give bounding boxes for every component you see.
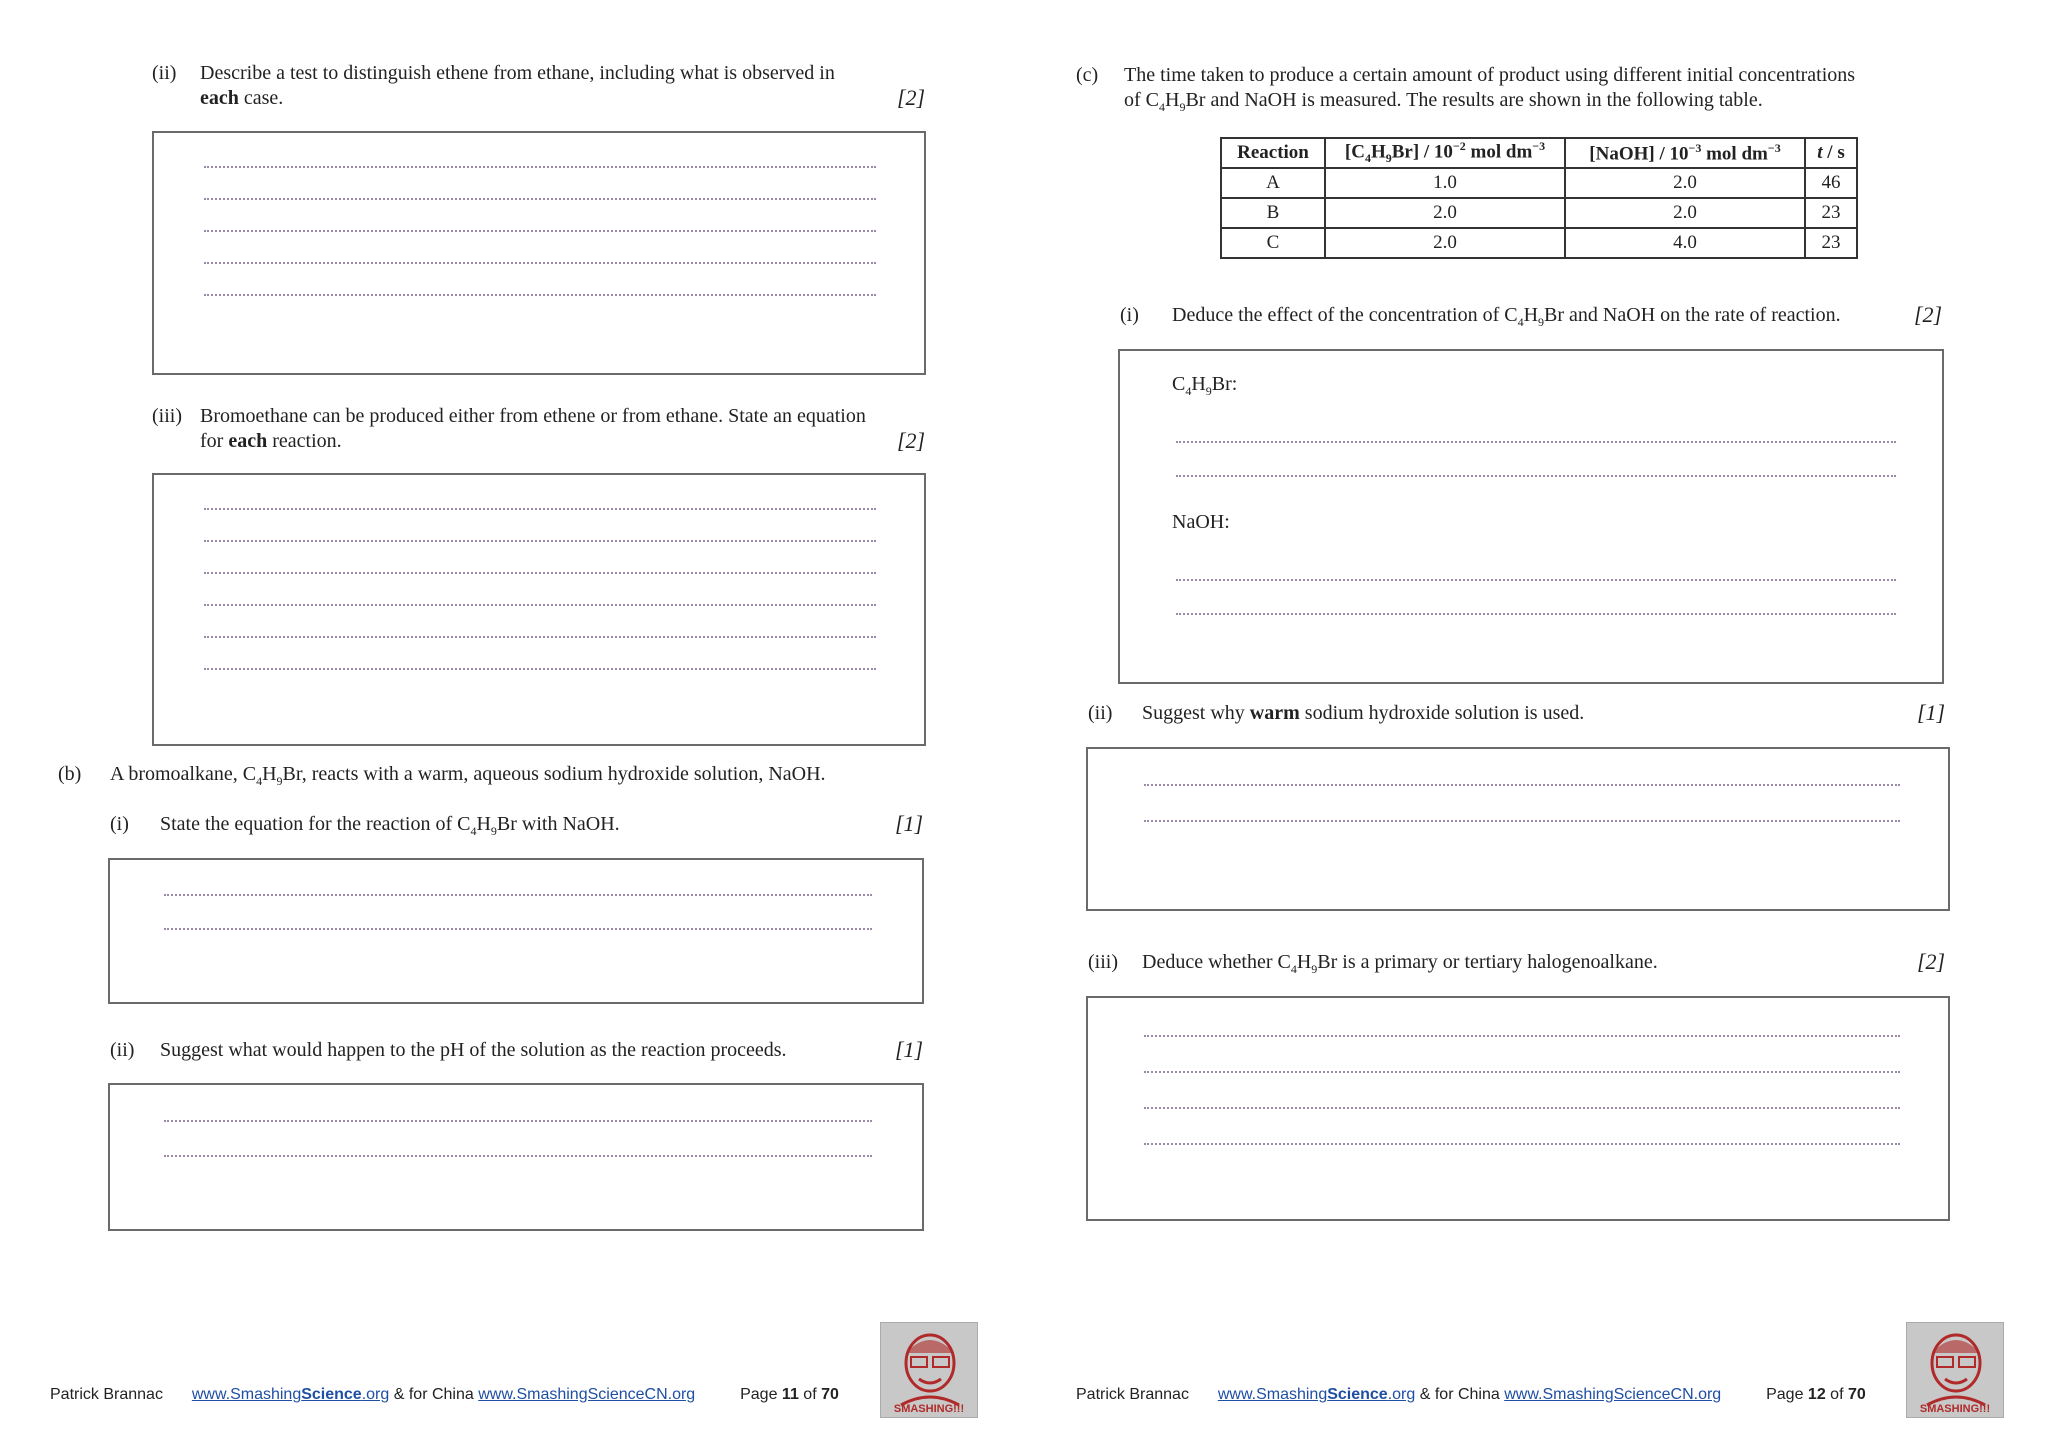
answer-line <box>204 294 876 296</box>
column-header-naoh: [NaOH] / $10^{-3}$ mol $dm^{-3}$ <box>1565 138 1805 168</box>
table-cell: 4.0 <box>1565 228 1805 258</box>
text-post: sodium hydroxide solution is used. <box>1299 702 1585 724</box>
answer-box[interactable] <box>1118 349 1944 684</box>
author-name: Patrick Brannac <box>1076 1386 1189 1403</box>
subscript: 4 <box>470 824 477 838</box>
answer-line <box>1144 820 1900 822</box>
marks: [1] <box>1917 700 1946 725</box>
subscript: 4 <box>256 774 263 788</box>
column-header-time: t / s <box>1805 138 1857 168</box>
table-cell: 23 <box>1805 228 1857 258</box>
table-row <box>1221 168 1857 198</box>
subscript: 9 <box>1205 384 1212 398</box>
answer-line <box>204 668 876 670</box>
question-text-line2 <box>200 85 283 111</box>
table-cell: 2.0 <box>1565 168 1805 198</box>
link-text-bold: Science <box>301 1386 362 1403</box>
bold-word: warm <box>1249 702 1300 724</box>
page-total: 70 <box>821 1386 839 1403</box>
footer-text: & for China <box>389 1386 479 1403</box>
label-text: Br: <box>1211 373 1238 395</box>
answer-line <box>164 1155 872 1157</box>
subscript: 9 <box>1311 962 1318 976</box>
page-of: of <box>798 1386 822 1403</box>
answer-line <box>1176 579 1896 581</box>
answer-line <box>204 230 876 232</box>
text-mid: H <box>1165 89 1180 111</box>
answer-line <box>204 540 876 542</box>
question-number: (ii) <box>152 62 177 84</box>
label-text: C <box>1172 373 1186 395</box>
answer-line <box>204 572 876 574</box>
question-number: (ii) <box>1088 702 1113 724</box>
answer-box[interactable] <box>108 1083 924 1231</box>
answer-line <box>204 262 876 264</box>
text-post: Br is a primary or tertiary halogenoalkane. <box>1317 951 1658 973</box>
text-post: Br with NaOH. <box>496 813 620 835</box>
bold-word: each <box>228 430 268 452</box>
marks: [2] <box>897 428 926 453</box>
logo-text: SMASHING!!! <box>893 1403 965 1415</box>
text-pre: Deduce whether C <box>1142 951 1291 973</box>
footer-text: & for China <box>1415 1386 1505 1403</box>
subscript: 4 <box>1290 962 1297 976</box>
answer-box[interactable] <box>108 858 924 1004</box>
link-text: .org <box>361 1386 390 1403</box>
question-text-line1: Describe a test to distinguish ethene from ethane, including what is observed in <box>200 62 835 84</box>
link-text-bold: Science <box>1327 1386 1388 1403</box>
table-cell: 2.0 <box>1565 198 1805 228</box>
bold-word: each <box>200 87 239 109</box>
naoh-label: NaOH: <box>1172 511 1230 533</box>
page-current: 12 <box>1807 1386 1826 1403</box>
text-pre: A bromoalkane, C <box>110 763 257 785</box>
text-pre: of C <box>1124 89 1159 111</box>
c4h9br-label <box>1172 373 1237 399</box>
table-row <box>1221 198 1857 228</box>
subscript: 9 <box>1538 315 1545 329</box>
question-number: (b) <box>58 763 82 785</box>
question-number: (iii) <box>152 405 182 427</box>
question-text-line2 <box>200 428 342 454</box>
table-row <box>1221 228 1857 258</box>
table-cell: 23 <box>1805 198 1857 228</box>
text-pre: Suggest why <box>1142 702 1250 724</box>
table-cell: A <box>1221 168 1325 198</box>
table-cell: 1.0 <box>1325 168 1565 198</box>
question-text <box>1172 302 1841 335</box>
subscript: 4 <box>1517 315 1524 329</box>
column-header-reaction: Reaction <box>1221 138 1325 168</box>
text-post: Br and NaOH is measured. The results are shown in the following table. <box>1185 89 1763 111</box>
subscript: 9 <box>490 824 497 838</box>
text-pre: for <box>200 430 229 452</box>
answer-box[interactable] <box>1086 747 1950 911</box>
answer-line <box>1144 784 1900 786</box>
page-footer <box>1076 1386 1866 1404</box>
text-rest: reaction. <box>267 430 342 452</box>
page-of: of <box>1825 1386 1848 1403</box>
answer-line <box>1144 1035 1900 1037</box>
text-post: Br and NaOH on the rate of reaction. <box>1544 304 1841 326</box>
question-number: (i) <box>1120 304 1139 326</box>
question-number: (ii) <box>110 1039 135 1061</box>
question-number: (c) <box>1076 64 1099 86</box>
smashing-science-logo <box>1906 1322 2004 1418</box>
results-table <box>1220 137 1858 259</box>
answer-line <box>1144 1143 1900 1145</box>
marks: [1] <box>895 811 924 836</box>
page-label: Page <box>1766 1386 1808 1403</box>
answer-line <box>204 636 876 638</box>
text-pre: State the equation for the reaction of C <box>160 813 471 835</box>
answer-line <box>204 604 876 606</box>
text-post: Br, reacts with a warm, aqueous sodium hydroxide solution, NaOH. <box>282 763 826 785</box>
answer-line <box>1176 613 1896 615</box>
answer-line <box>204 166 876 168</box>
answer-line <box>1176 441 1896 443</box>
answer-box[interactable] <box>152 131 926 375</box>
table-cell: 2.0 <box>1325 228 1565 258</box>
page-current: 11 <box>781 1386 799 1403</box>
link-text: www.Smashing <box>1217 1386 1328 1403</box>
label-text: H <box>1191 373 1206 395</box>
text-mid: H <box>1523 304 1539 326</box>
question-text-line1: Bromoethane can be produced either from ethene or from ethane. State an equation <box>200 405 866 427</box>
question-text <box>1142 700 1584 726</box>
subscript: 4 <box>1159 100 1165 114</box>
smashing-science-logo <box>880 1322 978 1418</box>
subscript: 4 <box>1185 384 1192 398</box>
question-text <box>110 761 826 794</box>
china-website-link[interactable]: www.SmashingScienceCN.org <box>1504 1386 1722 1403</box>
question-text-line1: The time taken to produce a certain amount of product using different initial concentrations <box>1124 64 1856 86</box>
column-header-c4h9br: $[C_4H_9Br] / 10^{-2}$ mol $dm^{-3}$ <box>1325 138 1565 168</box>
answer-line <box>204 508 876 510</box>
page-total: 70 <box>1847 1386 1866 1403</box>
china-website-link[interactable]: www.SmashingScienceCN.org <box>478 1386 696 1403</box>
question-text: Suggest what would happen to the pH of the solution as the reaction proceeds. <box>160 1039 787 1061</box>
table-cell: C <box>1221 228 1325 258</box>
text-mid: H <box>476 813 491 835</box>
marks: [2] <box>897 85 926 110</box>
table-cell: B <box>1221 198 1325 228</box>
question-text <box>1142 949 1658 982</box>
link-text: .org <box>1387 1386 1416 1403</box>
subscript: 9 <box>276 774 283 788</box>
question-number: (iii) <box>1088 951 1118 973</box>
answer-box[interactable] <box>1086 996 1950 1221</box>
author-name: Patrick Brannac <box>50 1386 163 1403</box>
website-link[interactable] <box>1218 1386 1415 1403</box>
question-text <box>160 811 620 844</box>
answer-line <box>164 894 872 896</box>
answer-line <box>204 198 876 200</box>
text-rest: case. <box>238 87 284 109</box>
page-footer <box>50 1386 839 1404</box>
marks: [1] <box>895 1037 924 1062</box>
website-link[interactable] <box>192 1386 389 1403</box>
link-text: www.Smashing <box>191 1386 302 1403</box>
answer-line <box>164 1120 872 1122</box>
subscript: 9 <box>1179 100 1186 114</box>
text-mid: H <box>1296 951 1312 973</box>
answer-line <box>1176 475 1896 477</box>
page-number <box>740 1386 839 1403</box>
right-page <box>1024 0 2048 1448</box>
table-header-row <box>1221 138 1857 168</box>
answer-box[interactable] <box>152 473 926 746</box>
text-pre: Deduce the effect of the concentration of C <box>1172 304 1518 326</box>
page-number <box>1766 1386 1866 1403</box>
question-text-line2 <box>1124 87 1763 120</box>
question-number: (i) <box>110 813 129 835</box>
answer-line <box>1144 1107 1900 1109</box>
answer-line <box>164 928 872 930</box>
page-label: Page <box>740 1386 782 1403</box>
marks: [2] <box>1917 949 1946 974</box>
answer-line <box>1144 1071 1900 1073</box>
marks: [2] <box>1914 302 1943 327</box>
table-cell: 46 <box>1805 168 1857 198</box>
table-cell: 2.0 <box>1325 198 1565 228</box>
logo-text: SMASHING!!! <box>1919 1403 1991 1415</box>
text-mid: H <box>262 763 277 785</box>
